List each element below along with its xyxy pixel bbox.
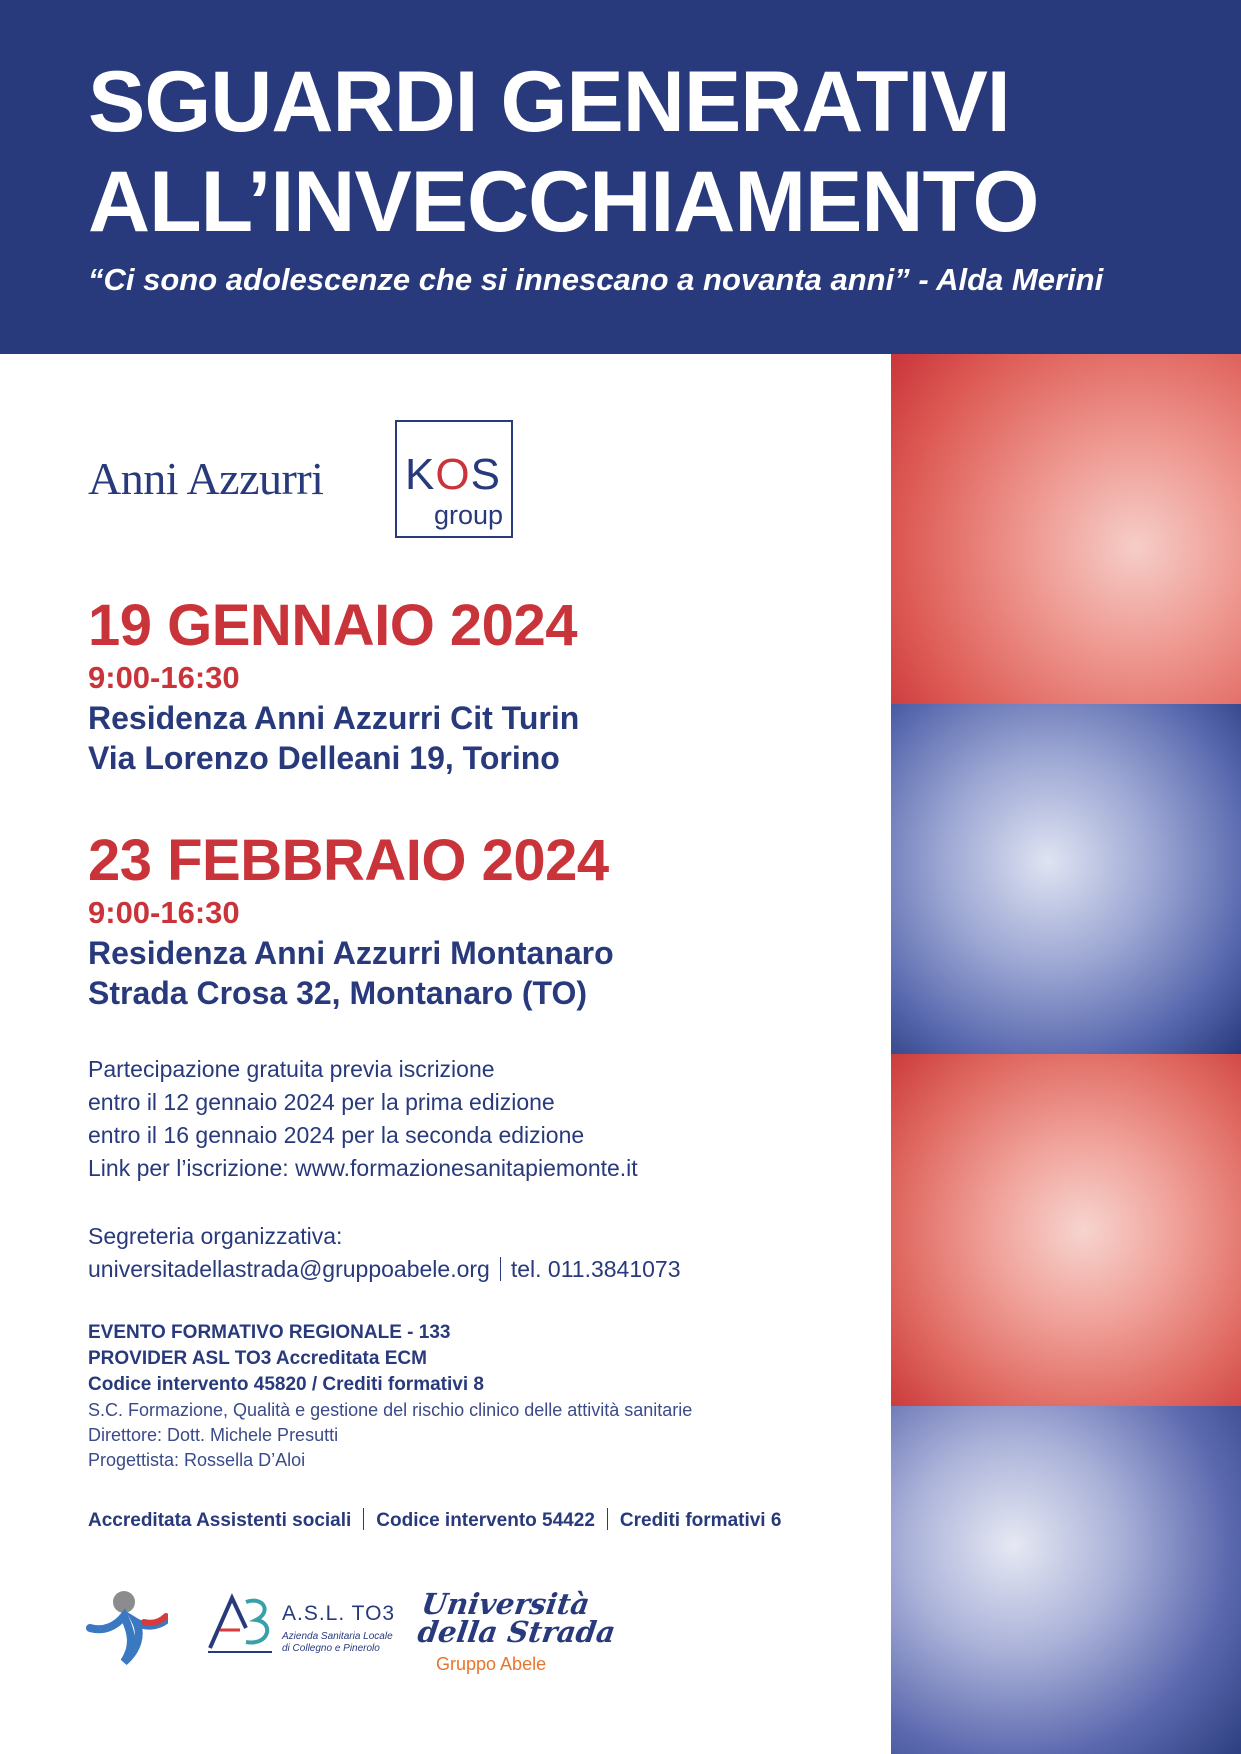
header-banner xyxy=(0,0,1241,354)
uds-line-1: Università xyxy=(419,1587,592,1621)
photo-smiling-elderly-woman xyxy=(891,1406,1241,1754)
event-1-venue: Residenza Anni Azzurri Cit Turin xyxy=(88,700,580,736)
secretariat-email[interactable]: universitadellastrada@gruppoabele.org xyxy=(88,1256,490,1282)
organizer-logos xyxy=(88,420,528,540)
event-1-place xyxy=(88,698,579,778)
registration-link[interactable]: Link per l’iscrizione: www.formazionesanitapiemonte.it xyxy=(88,1155,638,1181)
gruppo-abele-label: Gruppo Abele xyxy=(436,1654,547,1674)
accreditation-info xyxy=(88,1508,781,1532)
asl-sub-line-1: Azienda Sanitaria Locale xyxy=(282,1631,393,1642)
event-1-address: Via Lorenzo Delleani 19, Torino xyxy=(88,740,560,776)
ecm-line-1: EVENTO FORMATIVO REGIONALE - 133 xyxy=(88,1322,451,1343)
accreditation-part-3: Crediti formativi 6 xyxy=(619,1510,782,1531)
photo-holding-hands xyxy=(891,704,1241,1054)
kos-group-label: group xyxy=(433,500,503,530)
event-2-address: Strada Crosa 32, Montanaro (TO) xyxy=(88,975,588,1011)
secretariat-label: Segreteria organizzativa: xyxy=(88,1223,343,1249)
kos-letter-s: S xyxy=(470,450,501,499)
asl-name: A.S.L. TO3 xyxy=(282,1602,396,1625)
asl-sub-line-2: di Collegno e Pinerolo xyxy=(282,1643,380,1654)
ecm-line-3: Codice intervento 45820 / Crediti formativi 8 xyxy=(88,1374,484,1395)
divider xyxy=(363,1508,364,1530)
ecm-line-4: S.C. Formazione, Qualità e gestione del rischio clinico delle attività sanitarie xyxy=(88,1400,693,1420)
accreditation-part-2: Codice intervento 54422 xyxy=(376,1510,595,1531)
kos-letter-o: O xyxy=(435,450,471,499)
title-line-2: ALL’INVECCHIAMENTO xyxy=(88,154,1039,250)
photo-nurse-with-elderly-woman xyxy=(891,354,1241,704)
kos-group-logo xyxy=(395,420,513,538)
event-2-date: 23 FEBBRAIO 2024 xyxy=(88,828,609,893)
ecm-line-6: Progettista: Rossella D’Aloi xyxy=(88,1450,306,1470)
photo-elderly-face xyxy=(891,1054,1241,1406)
divider xyxy=(500,1257,501,1281)
event-2-venue: Residenza Anni Azzurri Montanaro xyxy=(88,935,614,971)
event-2-place xyxy=(88,933,614,1013)
accreditation-part-1: Accreditata Assistenti sociali xyxy=(88,1510,352,1531)
anni-azzurri-logo: Anni Azzurri xyxy=(88,453,324,504)
universita-della-strada-logo xyxy=(415,1587,621,1649)
registration-line-3: entro il 16 gennaio 2024 per la seconda edizione xyxy=(88,1122,585,1148)
ecm-info xyxy=(88,1320,692,1473)
event-1-date: 19 GENNAIO 2024 xyxy=(88,593,577,658)
secretariat-phone[interactable]: tel. 011.3841073 xyxy=(510,1256,681,1282)
secretariat-info xyxy=(88,1220,681,1286)
regione-figure-logo xyxy=(86,1588,168,1670)
uds-line-2: della Strada xyxy=(415,1615,618,1649)
registration-info xyxy=(88,1053,638,1185)
ecm-line-2: PROVIDER ASL TO3 Accreditata ECM xyxy=(88,1348,427,1369)
event-2-time: 9:00-16:30 xyxy=(88,895,240,930)
page-title xyxy=(88,52,1038,252)
kos-letter-k: K xyxy=(405,450,436,499)
quote: “Ci sono adolescenze che si innescano a novanta anni” - Alda Merini xyxy=(88,262,1104,297)
event-1-time: 9:00-16:30 xyxy=(88,660,240,695)
ecm-line-5: Direttore: Dott. Michele Presutti xyxy=(88,1425,339,1445)
asl-subtitle xyxy=(282,1631,393,1655)
registration-line-1: Partecipazione gratuita previa iscrizione xyxy=(88,1056,495,1082)
divider xyxy=(607,1508,608,1530)
title-line-1: SGUARDI GENERATIVI xyxy=(88,54,1010,150)
registration-line-2: entro il 12 gennaio 2024 per la prima edizione xyxy=(88,1089,555,1115)
asl-to3-logo xyxy=(206,1588,278,1658)
